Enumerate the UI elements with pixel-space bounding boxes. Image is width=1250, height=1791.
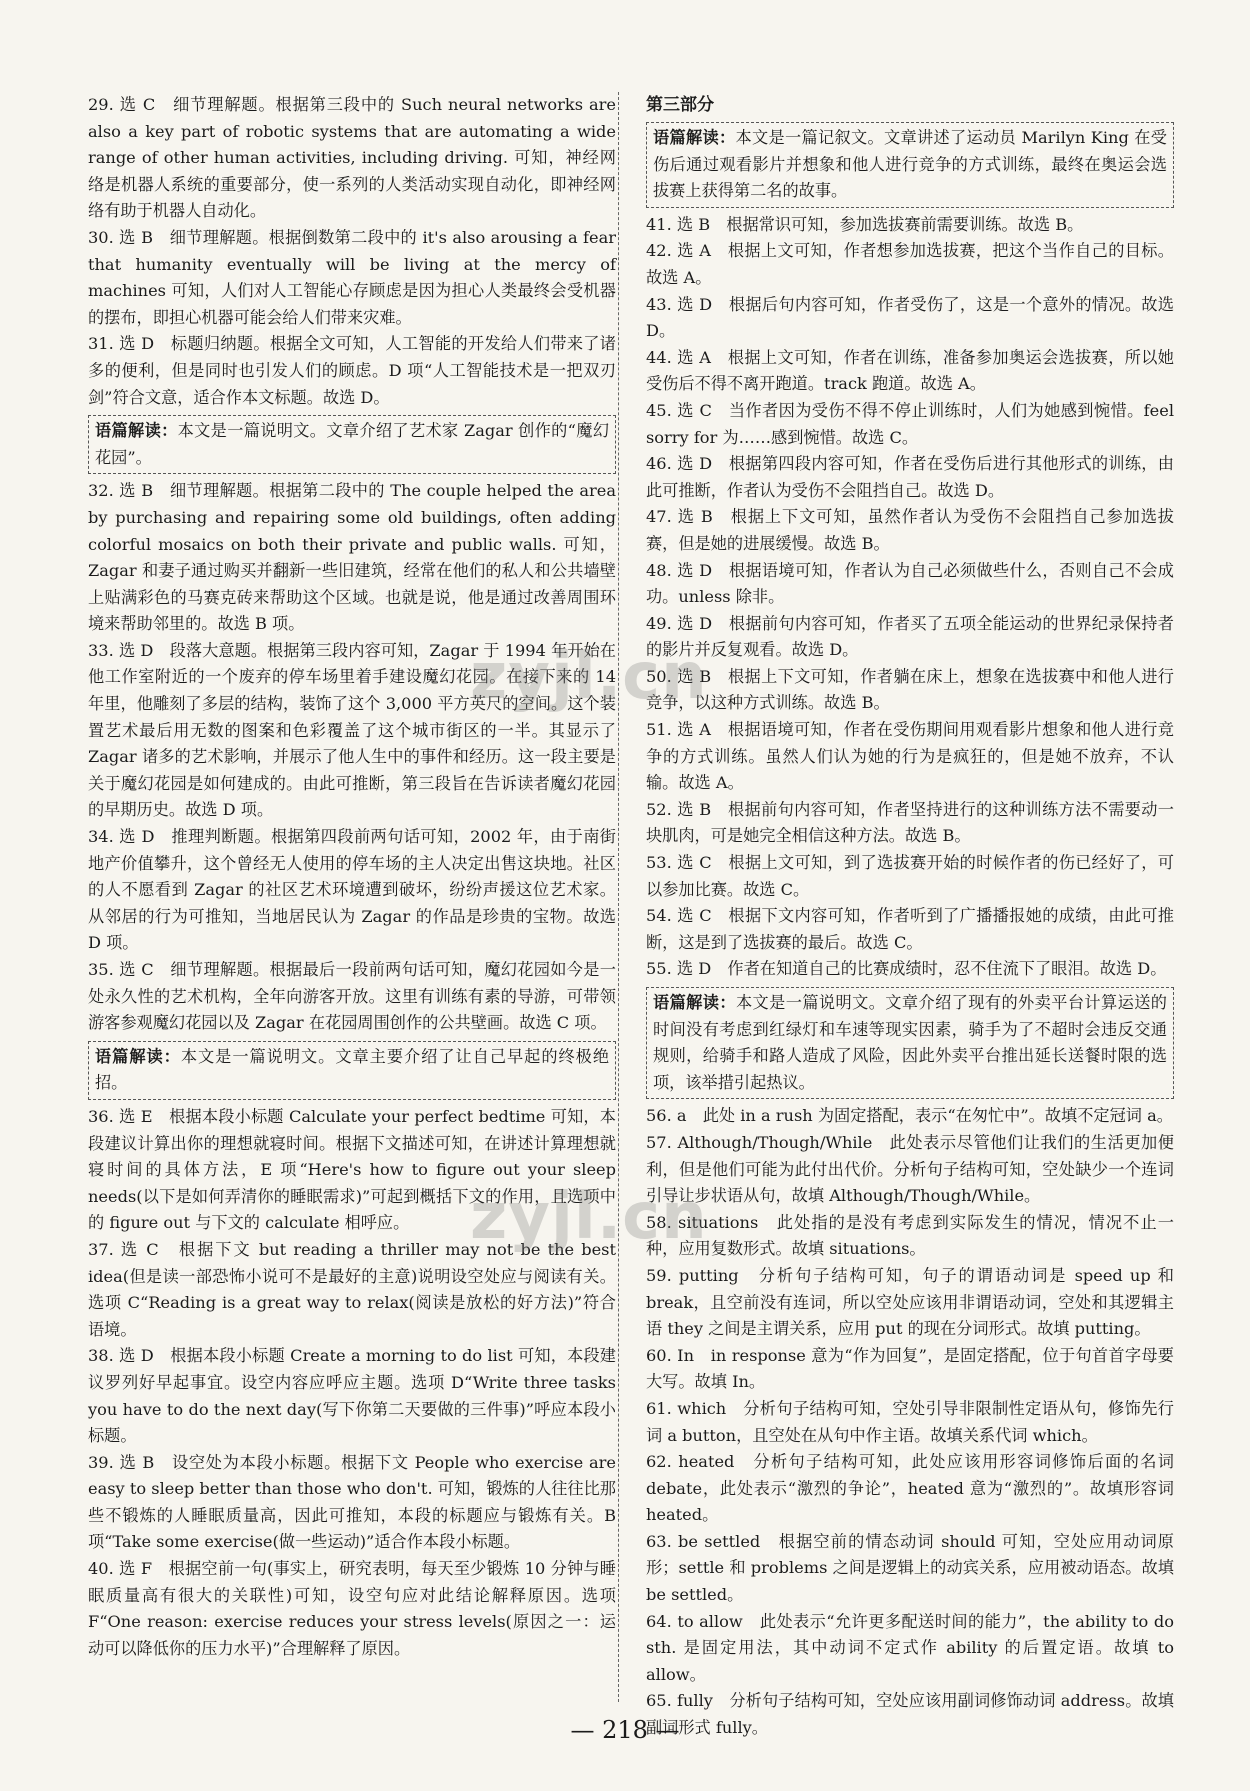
answer-item: 34. 选 D 推理判断题。根据第四段前两句话可知，2002 年，由于南街地产价值攀升，这个曾经无人使用的停车场的主人决定出售这块地。社区的人不愿看到 Zagar 的社区艺术环境遭到破坏，纷纷声援这位艺术家。从邻居的行为可推知，当地居民认为 Zagar 的作品是珍贵的宝物。故选 D 项。: [88, 827, 616, 953]
watermark: zyjl.cn: [470, 640, 708, 714]
answer-item: 40. 选 F 根据空前一句(事实上，研究表明，每天至少锻炼 10 分钟与睡眠质量高有很大的关联性)可知，设空句应对此结论解释原因。选项 F“One reason: exercise reduces your stress levels(原因之一：运动可以降低你的压力水平)”合理解释了原因。: [88, 1559, 616, 1658]
passage-summary-label: 语篇解读：: [653, 128, 736, 147]
passage-summary-label: 语篇解读：: [95, 421, 178, 441]
answer-item: 39. 选 B 设空处为本段小标题。根据下文 People who exercise are easy to sleep better than those who don't. 可知，锻炼的人往往比那些不锻炼的人睡眠质量高，因此可推知，本段的标题应与锻炼有关。B 项“Take some exercise(做一些运动)”适合作本段小标题。: [88, 1452, 616, 1552]
answer-item: 63. be settled 根据空前的情态动词 should 可知，空处应用动词原形；settle 和 problems 之间是逻辑上的动宾关系，应用被动语态。故填 be settled。: [646, 1531, 1174, 1605]
answer-item: 38. 选 D 根据本段小标题 Create a morning to do list 可知，本段建议罗列好早起事宜。设空内容应呼应主题。选项 D“Write three tasks you have to do the next day(写下你第二天要做的三件事)”呼应本段小标题。: [88, 1346, 616, 1446]
answer-item: 54. 选 C 根据下文内容可知，作者听到了广播播报她的成绩，由此可推断，这是到了选拔赛的最后。故选 C。: [646, 906, 1174, 952]
passage-summary-text: 本文是一篇说明文。文章介绍了现有的外卖平台计算运送的时间没有考虑到红绿灯和车速等现实因素，骑手为了不超时会违反交通规则，给骑手和路人造成了风险，因此外卖平台推出延长送餐时限的选项，该举措引起热议。: [653, 993, 1167, 1092]
answer-item: 49. 选 D 根据前句内容可知，作者买了五项全能运动的世界纪录保持者的影片并反复观看。故选 D。: [646, 613, 1174, 660]
answer-item: 29. 选 C 细节理解题。根据第三段中的 Such neural networks are also a key part of robotic systems that are automating a wide range of other human activities, including driving. 可知，神经网络是机器人系统的重要部分，使一系列的人类活动实现自动化，即神经网络有助于机器人自动化。: [88, 95, 616, 221]
answer-item: 46. 选 D 根据第四段内容可知，作者在受伤后进行其他形式的训练，由此可推断，作者认为受伤不会阻挡自己。故选 D。: [646, 454, 1174, 500]
passage-summary-box: [88, 1041, 616, 1100]
passage-summary-text: 本文是一篇说明文。文章介绍了艺术家 Zagar 创作的“魔幻花园”。: [95, 421, 610, 467]
answer-item: 30. 选 B 细节理解题。根据倒数第二段中的 it's also arousing a fear that humanity eventually will be living at the mercy of machines 可知，人们对人工智能心存顾虑是因为担心人类最终会受机器的摆布，即担心机器可能会给人们带来灾难。: [88, 227, 616, 327]
passage-summary-box: [88, 415, 616, 474]
answer-item: 45. 选 C 当作者因为受伤不得不停止训练时，人们为她感到惋惜。feel sorry for 为……感到惋惜。故选 C。: [646, 400, 1174, 447]
answer-item: 56. a 此处 in a rush 为固定搭配，表示“在匆忙中”。故填不定冠词 a。: [646, 1106, 1173, 1126]
answer-item: 58. situations 此处指的是没有考虑到实际发生的情况，情况不止一种，应用复数形式。故填 situations。: [646, 1212, 1174, 1259]
page-number: — 218 —: [570, 1716, 680, 1744]
answer-item: 31. 选 D 标题归纳题。根据全文可知，人工智能的开发给人们带来了诸多的便利，但是同时也引发人们的顾虑。D 项“人工智能技术是一把双刃剑”符合文意，适合作本文标题。故选 D。: [88, 334, 616, 407]
answer-item: 42. 选 A 根据上文可知，作者想参加选拔赛，把这个当作自己的目标。故选 A。: [646, 241, 1174, 287]
answer-item: 32. 选 B 细节理解题。根据第二段中的 The couple helped the area by purchasing and repairing some old buildings, often adding colorful mosaics on both their private and public walls. 可知，Zagar 和妻子通过购买并翻新一些旧建筑，经常在他们的私人和公共墙壁上贴满彩色的马赛克砖来帮助这个区域。也就是说，他是通过改善周围环境来帮助邻里的。故选 B 项。: [88, 481, 616, 634]
passage-summary-label: 语篇解读：: [653, 993, 736, 1012]
answer-item: 48. 选 D 根据语境可知，作者认为自己必须做些什么，否则自己不会成功。unless 除非。: [646, 560, 1174, 607]
answer-item: 35. 选 C 细节理解题。根据最后一段前两句话可知，魔幻花园如今是一处永久性的艺术机构，全年向游客开放。这里有训练有素的导游，可带领游客参观魔幻花园以及 Zagar 在花园周围创作的公共壁画。故选 C 项。: [88, 960, 616, 1033]
answer-item: 61. which 分析句子结构可知，空处引导非限制性定语从句，修饰先行词 a button，且空处在从句中作主语。故填关系代词 which。: [646, 1398, 1174, 1445]
passage-summary-text: 本文是一篇说明文。文章主要介绍了让自己早起的终极绝招。: [95, 1046, 610, 1093]
answer-item: 53. 选 C 根据上文可知，到了选拔赛开始的时候作者的伤已经好了，可以参加比赛。故选 C。: [646, 853, 1174, 899]
answer-item: 64. to allow 此处表示“允许更多配送时间的能力”，the ability to do sth. 是固定用法，其中动词不定式作 ability 的后置定语。故填 to allow。: [646, 1611, 1174, 1684]
answer-item: 62. heated 分析句子结构可知，此处应该用形容词修饰后面的名词 debate，此处表示“激烈的争论”，heated 意为“激烈的”。故填形容词 heated。: [646, 1452, 1174, 1525]
passage-summary-text: 本文是一篇记叙文。文章讲述了运动员 Marilyn King 在受伤后通过观看影片并想象和他人进行竞争的方式训练，最终在奥运会选拔赛上获得第二名的故事。: [653, 128, 1167, 201]
right-column: [646, 92, 1174, 1742]
passage-summary-box: [646, 122, 1174, 208]
answer-item: 57. Although/Though/While 此处表示尽管他们让我们的生活更加便利，但是他们可能为此付出代价。分析句子结构可知，空处缺少一个连词引导让步状语从句，故填 Although/Though/While。: [646, 1132, 1174, 1206]
answer-item: 47. 选 B 根据上下文可知，虽然作者认为受伤不会阻挡自己参加选拔赛，但是她的进展缓慢。故选 B。: [646, 507, 1174, 553]
watermark: zyjl.cn: [470, 1180, 708, 1254]
answer-item: 37. 选 C 根据下文 but reading a thriller may not be the best idea(但是读一部恐怖小说可不是最好的主意)说明设空处应与阅读有关。选项 C“Reading is a great way to relax(阅读是放松的好方法)”符合语境。: [88, 1239, 616, 1339]
answer-item: 50. 选 B 根据上下文可知，作者躺在床上，想象在选拔赛中和他人进行竞争，以这种方式训练。故选 B。: [646, 666, 1174, 713]
column-divider: [618, 92, 619, 1702]
section-heading: 第三部分: [646, 95, 714, 115]
answer-item: 65. fully 分析句子结构可知，空处应该用副词修饰动词 address。故填副词形式 fully。: [646, 1691, 1174, 1738]
answer-item: 55. 选 D 作者在知道自己的比赛成绩时，忍不住流下了眼泪。故选 D。: [646, 959, 1167, 979]
answer-item: 52. 选 B 根据前句内容可知，作者坚持进行的这种训练方法不需要动一块肌肉，可是她完全相信这种方法。故选 B。: [646, 799, 1174, 846]
left-column: [88, 92, 616, 1662]
answer-item: 33. 选 D 段落大意题。根据第三段内容可知，Zagar 于 1994 年开始在他工作室附近的一个废弃的停车场里着手建设魔幻花园。在接下来的 14 年里，他雕刻了多层的结构，装饰了这个 3,000 平方英尺的空间。这个装置艺术最后用无数的图案和色彩覆盖了这个城市街区的一半。其显示了 Zagar 诸多的艺术影响，并展示了他人生中的事件和经历。这一段主要是关于魔幻花园是如何建成的。由此可推断，第三段旨在告诉读者魔幻花园的早期历史。故选 D 项。: [88, 640, 616, 820]
answer-item: 43. 选 D 根据后句内容可知，作者受伤了，这是一个意外的情况。故选 D。: [646, 294, 1174, 341]
passage-summary-box: [646, 987, 1174, 1099]
passage-summary-label: 语篇解读：: [95, 1046, 181, 1066]
answer-item: 60. In in response 意为“作为回复”，是固定搭配，位于句首首字母要大写。故填 In。: [646, 1345, 1174, 1392]
answer-item: 51. 选 A 根据语境可知，作者在受伤期间用观看影片想象和他人进行竞争的方式训练。虽然人们认为她的行为是疯狂的，但是她不放弃，不认输。故选 A。: [646, 720, 1174, 793]
answer-item: 59. putting 分析句子结构可知，句子的谓语动词是 speed up 和 break，且空前没有连词，所以空处应该用非谓语动词，空处和其逻辑主语 they 之间是主谓关系，应用 put 的现在分词形式。故填 putting。: [646, 1265, 1174, 1339]
answer-item: 36. 选 E 根据本段小标题 Calculate your perfect bedtime 可知，本段建议计算出你的理想就寝时间。根据下文描述可知，在讲述计算理想就寝时间的具体方法，E 项“Here's how to figure out your sleep needs(以下是如何弄清你的睡眠需求)”可起到概括下文的作用，且选项中的 figure out 与下文的 calculate 相呼应。: [88, 1106, 616, 1233]
answer-item: 41. 选 B 根据常识可知，参加选拔赛前需要训练。故选 B。: [646, 214, 1084, 234]
answer-item: 44. 选 A 根据上文可知，作者在训练，准备参加奥运会选拔赛，所以她受伤后不得不离开跑道。track 跑道。故选 A。: [646, 347, 1174, 394]
